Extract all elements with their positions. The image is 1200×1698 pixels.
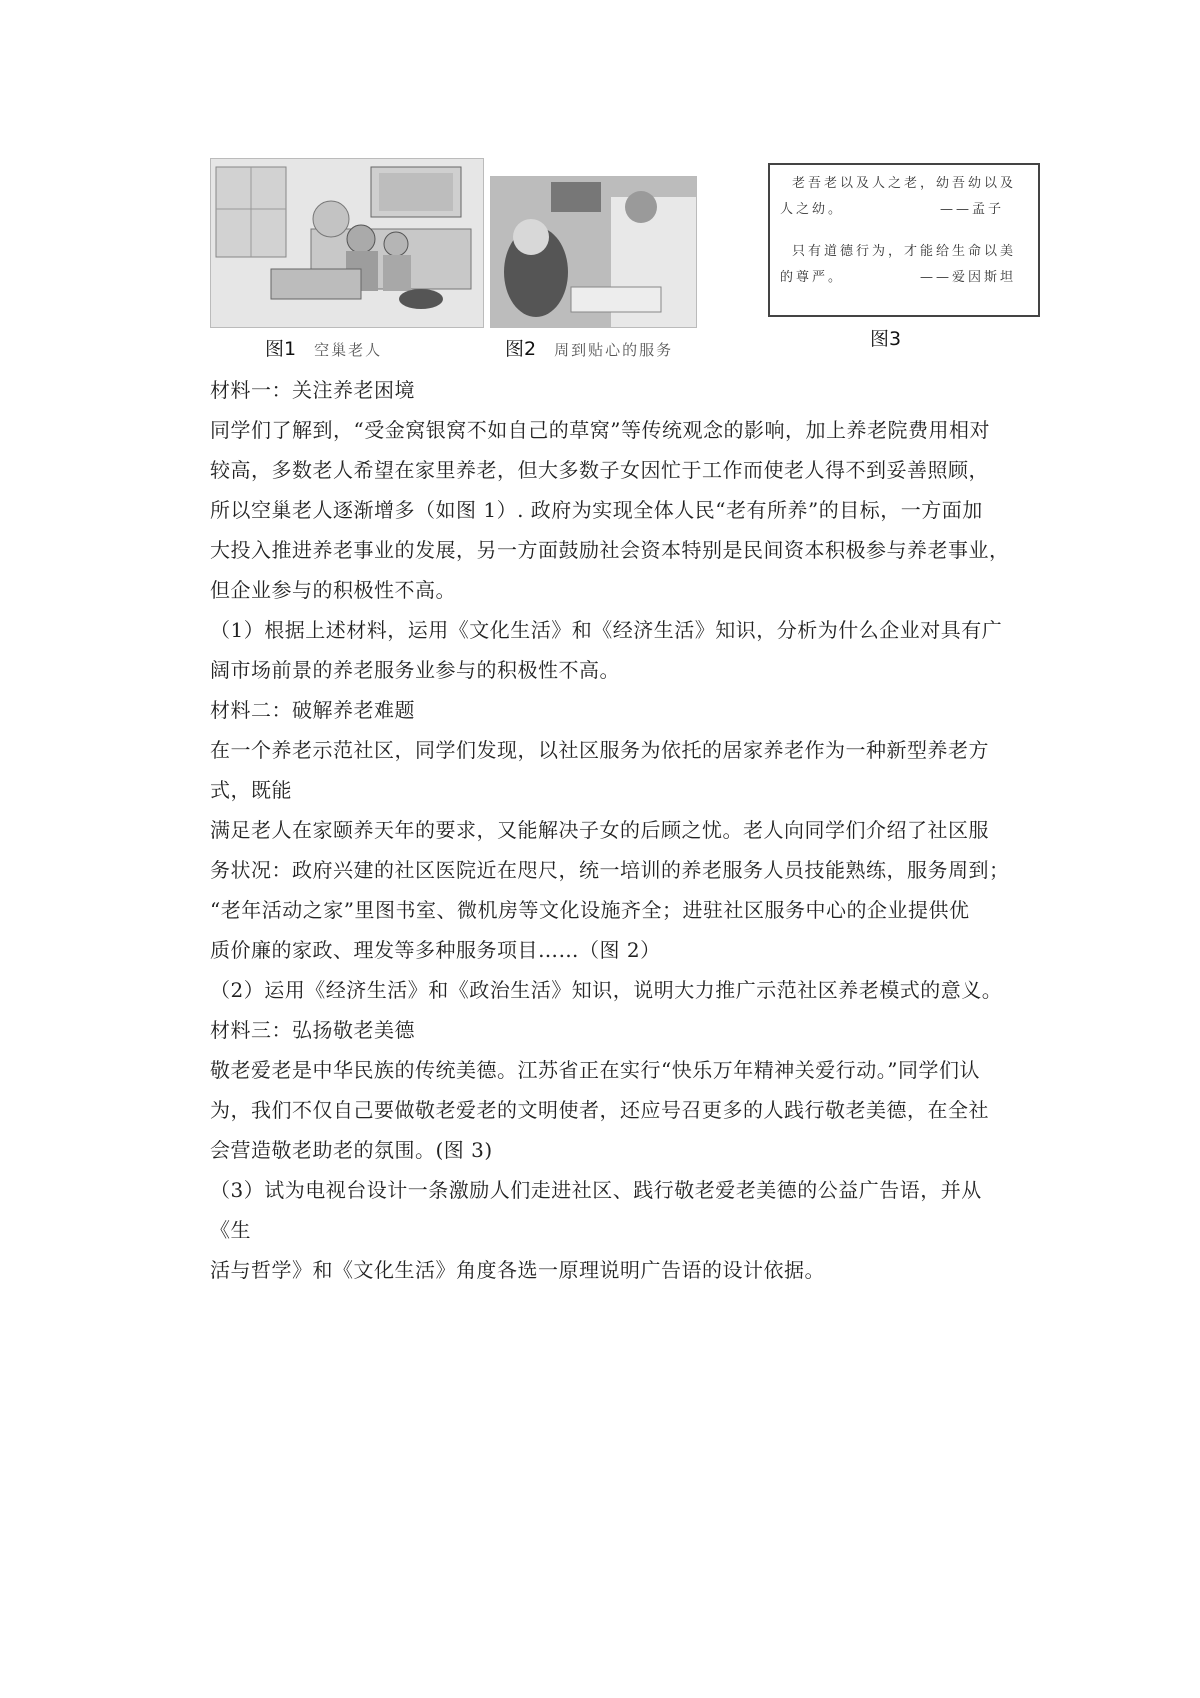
figure-2-caption bbox=[505, 334, 673, 361]
figure-2-caption-text: 周到贴心的服务 bbox=[554, 341, 674, 359]
material-1-line: 但企业参与的积极性不高。 bbox=[210, 578, 456, 602]
material-2-line: 务状况：政府兴建的社区医院近在咫尺，统一培训的养老服务人员技能熟练，服务周到； bbox=[210, 858, 1010, 882]
material-1-line: 所以空巢老人逐渐增多（如图 1）. 政府为实现全体人民“老有所养”的目标，一方面加 bbox=[210, 498, 983, 522]
figure-3-label: 图3 bbox=[870, 328, 902, 350]
material-1-line: 大投入推进养老事业的发展，另一方面鼓励社会资本特别是民间资本积极参与养老事业， bbox=[210, 538, 1010, 562]
figure-2-image bbox=[490, 176, 697, 328]
figure-3-caption bbox=[870, 324, 901, 351]
quote-2-line-1: 只有道德行为，才能给生命以美 bbox=[792, 244, 1017, 259]
material-1-line: 较高，多数老人希望在家里养老，但大多数子女因忙于工作而使老人得不到妥善照顾， bbox=[210, 458, 989, 482]
question-2-line: （2）运用《经济生活》和《政治生活》知识，说明大力推广示范社区养老模式的意义。 bbox=[210, 978, 1003, 1002]
material-3-line: 为，我们不仅自己要做敬老爱老的文明使者，还应号召更多的人践行敬老美德，在全社 bbox=[210, 1098, 989, 1122]
service-photo bbox=[491, 177, 696, 327]
material-2-title: 材料二：破解养老难题 bbox=[210, 698, 415, 722]
material-2-line: “老年活动之家”里图书室、微机房等文化设施齐全；进驻社区服务中心的企业提供优 bbox=[210, 898, 970, 922]
figures-row bbox=[210, 158, 1040, 358]
quote-2-line-2: 的尊严。 bbox=[780, 270, 845, 285]
material-1-line: 同学们了解到，“受金窝银窝不如自己的草窝”等传统观念的影响，加上养老院费用相对 bbox=[210, 418, 990, 442]
quote-1-line-1: 老吾老以及人之老，幼吾幼以及 bbox=[792, 176, 1017, 191]
document-body bbox=[210, 370, 1020, 1290]
material-2-line: 满足老人在家颐养天年的要求，又能解决子女的后顾之忧。老人向同学们介绍了社区服 bbox=[210, 818, 989, 842]
figure-1-label: 图1 bbox=[265, 338, 297, 360]
figure-1-caption bbox=[265, 334, 382, 361]
material-3-line: 敬老爱老是中华民族的传统美德。江苏省正在实行“快乐万年精神关爱行动。”同学们认 bbox=[210, 1058, 980, 1082]
question-3-line: （3）试为电视台设计一条激励人们走进社区、践行敬老爱老美德的公益广告语，并从《生 bbox=[210, 1178, 982, 1242]
figure-3-quote-box bbox=[768, 163, 1040, 317]
material-2-line: 在一个养老示范社区，同学们发现，以社区服务为依托的居家养老作为一种新型养老方 bbox=[210, 738, 989, 762]
question-1-line: 阔市场前景的养老服务业参与的积极性不高。 bbox=[210, 658, 620, 682]
figure-1-image bbox=[210, 158, 484, 328]
material-2-line: 式，既能 bbox=[210, 778, 292, 802]
figure-1-caption-text: 空巢老人 bbox=[314, 341, 383, 359]
quote-2-author: ——爱因斯坦 bbox=[920, 270, 1017, 285]
quote-1-line-2: 人之幼。 bbox=[780, 202, 845, 217]
material-3-title: 材料三：弘扬敬老美德 bbox=[210, 1018, 415, 1042]
question-3-line: 活与哲学》和《文化生活》角度各选一原理说明广告语的设计依据。 bbox=[210, 1258, 825, 1282]
material-1-title: 材料一：关注养老困境 bbox=[210, 378, 415, 402]
material-2-line: 质价廉的家政、理发等多种服务项目……（图 2） bbox=[210, 938, 661, 962]
question-1-line: （1）根据上述材料，运用《文化生活》和《经济生活》知识，分析为什么企业对具有广 bbox=[210, 618, 1003, 642]
figure-2-label: 图2 bbox=[505, 338, 537, 360]
empty-nest-illustration bbox=[211, 159, 483, 327]
material-3-line: 会营造敬老助老的氛围。(图 3) bbox=[210, 1138, 493, 1162]
quote-1-author: ——孟子 bbox=[940, 202, 1005, 217]
